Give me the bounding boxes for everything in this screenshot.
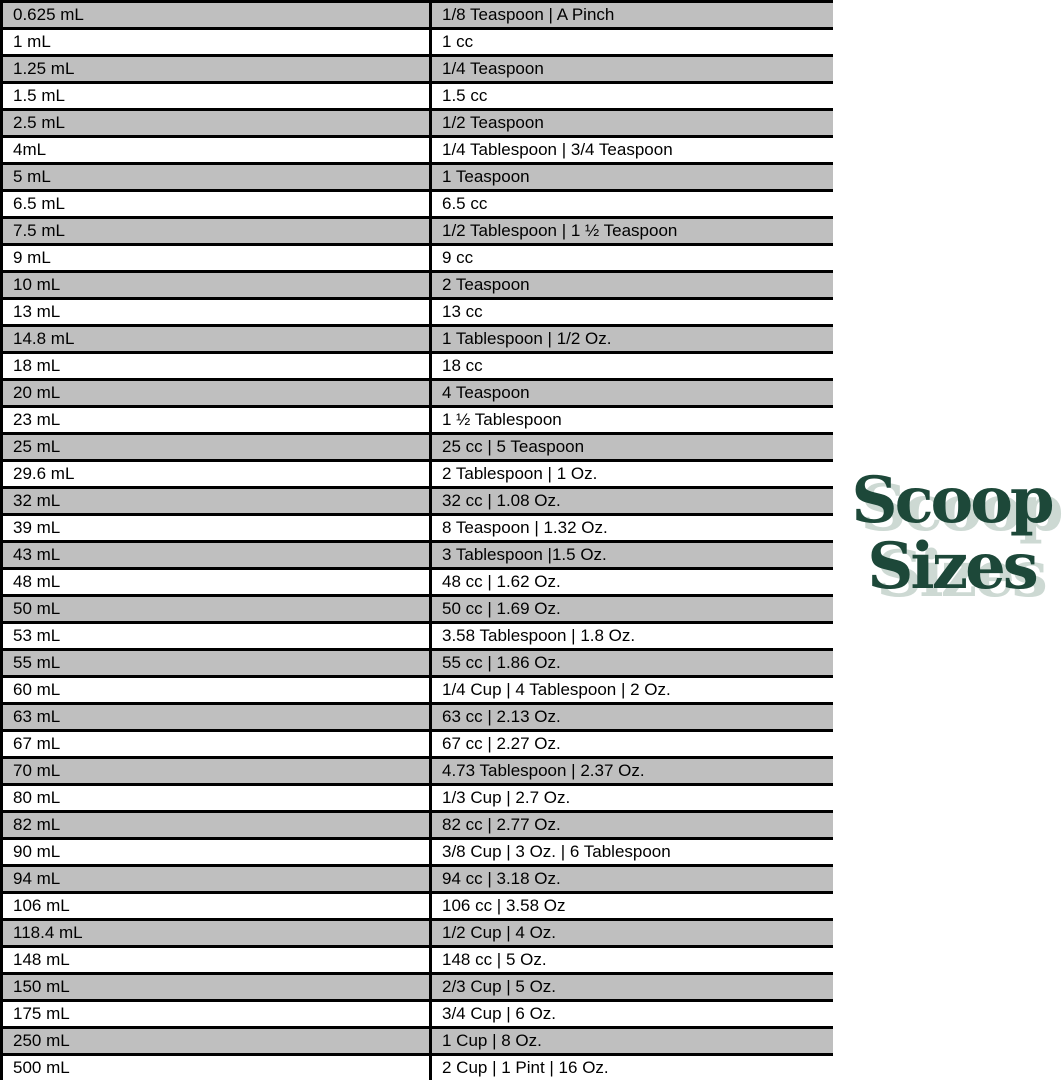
table-row <box>2 920 834 947</box>
table-row <box>2 137 834 164</box>
cell-metric-volume: 7.5 mL <box>2 218 431 245</box>
cell-metric-volume: 25 mL <box>2 434 431 461</box>
cell-metric-volume: 106 mL <box>2 893 431 920</box>
table-row <box>2 623 834 650</box>
cell-conversion: 50 cc | 1.69 Oz. <box>431 596 834 623</box>
table-row <box>2 191 834 218</box>
table-row <box>2 731 834 758</box>
cell-conversion: 13 cc <box>431 299 834 326</box>
cell-metric-volume: 148 mL <box>2 947 431 974</box>
cell-conversion: 3/4 Cup | 6 Oz. <box>431 1001 834 1028</box>
cell-metric-volume: 175 mL <box>2 1001 431 1028</box>
cell-conversion: 2 Cup | 1 Pint | 16 Oz. <box>431 1055 834 1080</box>
cell-metric-volume: 48 mL <box>2 569 431 596</box>
table-row <box>2 83 834 110</box>
cell-metric-volume: 10 mL <box>2 272 431 299</box>
cell-metric-volume: 63 mL <box>2 704 431 731</box>
cell-metric-volume: 1 mL <box>2 29 431 56</box>
cell-metric-volume: 1.25 mL <box>2 56 431 83</box>
table-row <box>2 56 834 83</box>
table-row <box>2 353 834 380</box>
cell-metric-volume: 118.4 mL <box>2 920 431 947</box>
cell-conversion: 1/2 Cup | 4 Oz. <box>431 920 834 947</box>
cell-metric-volume: 32 mL <box>2 488 431 515</box>
cell-metric-volume: 9 mL <box>2 245 431 272</box>
cell-metric-volume: 150 mL <box>2 974 431 1001</box>
cell-metric-volume: 90 mL <box>2 839 431 866</box>
cell-conversion: 2 Teaspoon <box>431 272 834 299</box>
cell-conversion: 3/8 Cup | 3 Oz. | 6 Tablespoon <box>431 839 834 866</box>
table-row <box>2 1001 834 1028</box>
table-row <box>2 785 834 812</box>
cell-metric-volume: 82 mL <box>2 812 431 839</box>
cell-conversion: 3 Tablespoon |1.5 Oz. <box>431 542 834 569</box>
logo-line-scoop: Scoop <box>851 463 1052 538</box>
cell-conversion: 4 Teaspoon <box>431 380 834 407</box>
table-row <box>2 1055 834 1080</box>
table-row <box>2 218 834 245</box>
cell-metric-volume: 60 mL <box>2 677 431 704</box>
table-row <box>2 893 834 920</box>
scoop-sizes-logo <box>840 463 1063 604</box>
table-row <box>2 407 834 434</box>
table-row <box>2 299 834 326</box>
cell-conversion: 148 cc | 5 Oz. <box>431 947 834 974</box>
table-row <box>2 164 834 191</box>
table-row <box>2 272 834 299</box>
cell-conversion: 94 cc | 3.18 Oz. <box>431 866 834 893</box>
table-row <box>2 380 834 407</box>
table-row <box>2 758 834 785</box>
table-row <box>2 866 834 893</box>
table-row <box>2 677 834 704</box>
table-row <box>2 1028 834 1055</box>
table-row <box>2 947 834 974</box>
cell-metric-volume: 70 mL <box>2 758 431 785</box>
cell-metric-volume: 6.5 mL <box>2 191 431 218</box>
cell-conversion: 1/4 Cup | 4 Tablespoon | 2 Oz. <box>431 677 834 704</box>
cell-conversion: 3.58 Tablespoon | 1.8 Oz. <box>431 623 834 650</box>
cell-metric-volume: 23 mL <box>2 407 431 434</box>
cell-metric-volume: 250 mL <box>2 1028 431 1055</box>
table-row <box>2 515 834 542</box>
cell-conversion: 8 Teaspoon | 1.32 Oz. <box>431 515 834 542</box>
cell-conversion: 67 cc | 2.27 Oz. <box>431 731 834 758</box>
cell-conversion: 18 cc <box>431 353 834 380</box>
cell-metric-volume: 500 mL <box>2 1055 431 1080</box>
table-row <box>2 461 834 488</box>
cell-conversion: 1/8 Teaspoon | A Pinch <box>431 2 834 29</box>
cell-conversion: 6.5 cc <box>431 191 834 218</box>
table-row <box>2 542 834 569</box>
table-row <box>2 569 834 596</box>
cell-conversion: 82 cc | 2.77 Oz. <box>431 812 834 839</box>
cell-conversion: 1 cc <box>431 29 834 56</box>
cell-conversion: 1/2 Tablespoon | 1 ½ Teaspoon <box>431 218 834 245</box>
cell-conversion: 1/3 Cup | 2.7 Oz. <box>431 785 834 812</box>
cell-conversion: 2/3 Cup | 5 Oz. <box>431 974 834 1001</box>
cell-conversion: 63 cc | 2.13 Oz. <box>431 704 834 731</box>
cell-metric-volume: 94 mL <box>2 866 431 893</box>
cell-conversion: 1 Tablespoon | 1/2 Oz. <box>431 326 834 353</box>
cell-metric-volume: 50 mL <box>2 596 431 623</box>
cell-metric-volume: 0.625 mL <box>2 2 431 29</box>
cell-metric-volume: 13 mL <box>2 299 431 326</box>
cell-metric-volume: 1.5 mL <box>2 83 431 110</box>
cell-metric-volume: 80 mL <box>2 785 431 812</box>
logo-line-sizes: Sizes <box>867 529 1036 604</box>
cell-conversion: 1/2 Teaspoon <box>431 110 834 137</box>
table-row <box>2 434 834 461</box>
table-row <box>2 110 834 137</box>
cell-metric-volume: 5 mL <box>2 164 431 191</box>
cell-metric-volume: 20 mL <box>2 380 431 407</box>
cell-conversion: 1.5 cc <box>431 83 834 110</box>
table-row <box>2 2 834 29</box>
cell-metric-volume: 2.5 mL <box>2 110 431 137</box>
cell-conversion: 1/4 Teaspoon <box>431 56 834 83</box>
cell-metric-volume: 4mL <box>2 137 431 164</box>
table-row <box>2 596 834 623</box>
cell-conversion: 4.73 Tablespoon | 2.37 Oz. <box>431 758 834 785</box>
cell-conversion: 106 cc | 3.58 Oz <box>431 893 834 920</box>
table-row <box>2 326 834 353</box>
table-row <box>2 245 834 272</box>
cell-conversion: 9 cc <box>431 245 834 272</box>
table-row <box>2 488 834 515</box>
cell-conversion: 25 cc | 5 Teaspoon <box>431 434 834 461</box>
cell-conversion: 1 Teaspoon <box>431 164 834 191</box>
cell-metric-volume: 29.6 mL <box>2 461 431 488</box>
table-row <box>2 29 834 56</box>
cell-conversion: 2 Tablespoon | 1 Oz. <box>431 461 834 488</box>
cell-metric-volume: 14.8 mL <box>2 326 431 353</box>
cell-conversion: 1/4 Tablespoon | 3/4 Teaspoon <box>431 137 834 164</box>
cell-conversion: 1 ½ Tablespoon <box>431 407 834 434</box>
conversion-table-body <box>2 2 834 1080</box>
cell-conversion: 48 cc | 1.62 Oz. <box>431 569 834 596</box>
table-row <box>2 704 834 731</box>
cell-metric-volume: 43 mL <box>2 542 431 569</box>
cell-conversion: 32 cc | 1.08 Oz. <box>431 488 834 515</box>
table-row <box>2 812 834 839</box>
cell-metric-volume: 53 mL <box>2 623 431 650</box>
cell-metric-volume: 39 mL <box>2 515 431 542</box>
cell-metric-volume: 67 mL <box>2 731 431 758</box>
cell-conversion: 55 cc | 1.86 Oz. <box>431 650 834 677</box>
cell-metric-volume: 55 mL <box>2 650 431 677</box>
table-row <box>2 839 834 866</box>
cell-metric-volume: 18 mL <box>2 353 431 380</box>
table-row <box>2 974 834 1001</box>
table-row <box>2 650 834 677</box>
cell-conversion: 1 Cup | 8 Oz. <box>431 1028 834 1055</box>
